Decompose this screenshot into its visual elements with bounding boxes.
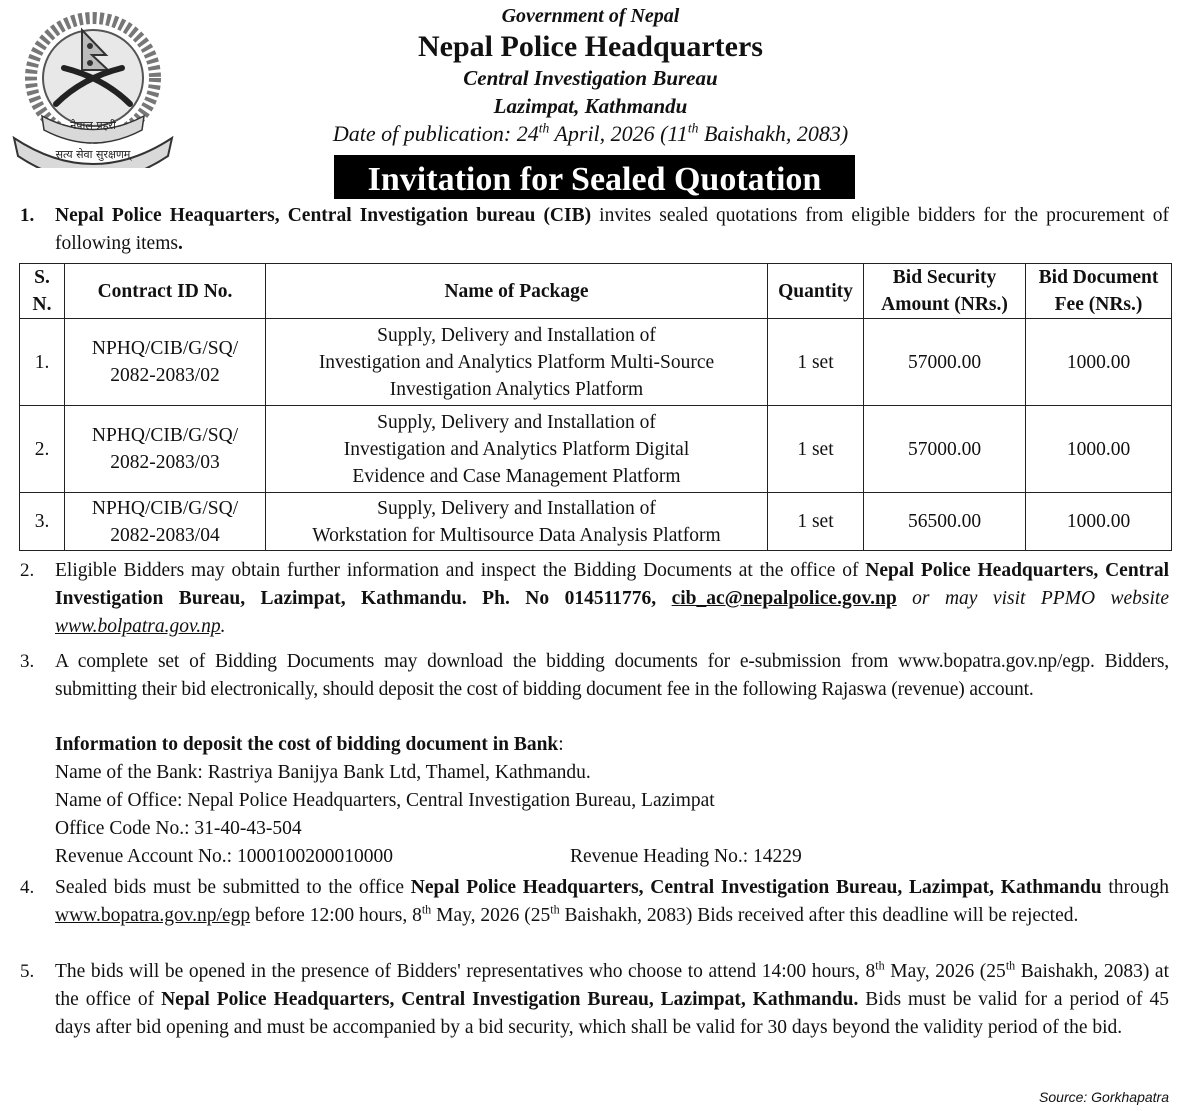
emblem-upper-text: नेपाल प्रहरी bbox=[70, 119, 116, 132]
item-2-bold: Nepal Police Headquarters, Central Investigation Bureau, Lazimpat, Kathmandu. Ph. No 014511776, bbox=[55, 560, 1169, 609]
item-2-body: Eligible Bidders may obtain further information and inspect the Bidding Documents at the office of bbox=[55, 560, 866, 581]
publication-end: Baishakh, 2083) bbox=[698, 121, 849, 146]
title-banner bbox=[334, 155, 855, 199]
ppmo-website-link[interactable]: www.bolpatra.gov.np bbox=[55, 616, 221, 637]
email-link[interactable]: cib_ac@nepalpolice.gov.np bbox=[671, 588, 897, 609]
item-1-body: invites sealed quotations from eligible bidders for the procurement of following items bbox=[55, 205, 1169, 254]
ordinal-suffix: th bbox=[687, 120, 699, 136]
cell-package: Supply, Delivery and Installation of Workstation for Multisource Data Analysis Platform bbox=[266, 493, 768, 551]
item-number: 1. bbox=[20, 205, 35, 226]
table-header-row bbox=[20, 264, 1172, 319]
item-number: 2. bbox=[20, 560, 35, 581]
cell-contract-id: NPHQ/CIB/G/SQ/ 2082-2083/04 bbox=[65, 493, 266, 551]
egp-link[interactable]: www.bopatra.gov.np/egp bbox=[55, 905, 251, 926]
page-title: Invitation for Sealed Quotation bbox=[367, 161, 822, 198]
item-2-italic: or may visit PPMO website bbox=[896, 588, 1169, 609]
cell-bid-security: 56500.00 bbox=[864, 493, 1026, 551]
ordinal-suffix: th bbox=[538, 120, 550, 136]
cell-package: Supply, Delivery and Installation of Investigation and Analytics Platform Multi-Source Investigation Analytics Platform bbox=[266, 319, 768, 406]
cell-contract-id: NPHQ/CIB/G/SQ/ 2082-2083/02 bbox=[65, 319, 266, 406]
government-heading: Government of Nepal bbox=[501, 5, 680, 27]
office-name: Name of Office: Nepal Police Headquarters, Central Investigation Bureau, Lazimpat bbox=[55, 790, 715, 811]
header-package: Name of Package bbox=[266, 264, 768, 319]
item-2-end: . bbox=[220, 616, 226, 637]
emblem-motto-text: सत्य सेवा सुरक्षणम् bbox=[55, 148, 131, 161]
item-1-text bbox=[55, 202, 1169, 258]
cell-sn: 2. bbox=[20, 406, 65, 493]
header-contract-id: Contract ID No. bbox=[65, 264, 266, 319]
bureau-heading: Central Investigation Bureau bbox=[463, 66, 718, 90]
cell-quantity: 1 set bbox=[768, 406, 864, 493]
table-row bbox=[20, 319, 1172, 406]
publication-date bbox=[0, 121, 1181, 147]
header-bid-security: Bid Security Amount (NRs.) bbox=[864, 264, 1026, 319]
cell-document-fee: 1000.00 bbox=[1026, 493, 1172, 551]
item-1-end: . bbox=[177, 233, 183, 254]
cell-document-fee: 1000.00 bbox=[1026, 406, 1172, 493]
revenue-account: Revenue Account No.: 1000100200010000 bbox=[55, 846, 393, 867]
cell-quantity: 1 set bbox=[768, 493, 864, 551]
source-credit: Source: Gorkhapatra bbox=[1039, 1089, 1169, 1105]
cell-sn: 3. bbox=[20, 493, 65, 551]
revenue-heading: Revenue Heading No.: 14229 bbox=[570, 846, 802, 867]
item-number: 4. bbox=[20, 877, 35, 898]
header-sn: S. N. bbox=[20, 264, 65, 319]
bank-info-heading: Information to deposit the cost of bidding document in Bank: bbox=[55, 734, 564, 755]
quotation-table bbox=[19, 263, 1172, 551]
item-5-bold: Nepal Police Headquarters, Central Investigation Bureau, Lazimpat, Kathmandu. bbox=[161, 989, 859, 1010]
header-quantity: Quantity bbox=[768, 264, 864, 319]
item-5-text: The bids will be opened in the presence of Bidders' representatives who choose to attend 14:00 hours, 8th May, 2026 (25th Baishakh, 2083) at the office of Nepal Police Headquarters, Central Investigation Bureau, Lazimpat, Kathmandu. Bids must be valid for a period of 45 days after bid opening and must be accompanied by a bid security, which shall be valid for 30 days beyond the validity period of the bid. bbox=[55, 958, 1169, 1038]
item-4-text: Sealed bids must be submitted to the office Nepal Police Headquarters, Central Investigation Bureau, Lazimpat, Kathmandu through www.bopatra.gov.np/egp before 12:00 hours, 8th May, 2026 (25th Baishakh, 2083) Bids received after this deadline will be rejected. bbox=[55, 877, 1169, 926]
item-1-bold: Nepal Police Heaquarters, Central Investigation bureau (CIB) bbox=[55, 205, 592, 226]
item-4-bold: Nepal Police Headquarters, Central Investigation Bureau, Lazimpat, Kathmandu bbox=[410, 877, 1102, 898]
publication-label: Date of publication: 24 bbox=[332, 121, 539, 146]
item-number: 5. bbox=[20, 961, 35, 982]
cell-quantity: 1 set bbox=[768, 319, 864, 406]
cell-contract-id: NPHQ/CIB/G/SQ/ 2082-2083/03 bbox=[65, 406, 266, 493]
location-heading: Lazimpat, Kathmandu bbox=[493, 94, 688, 118]
cell-bid-security: 57000.00 bbox=[864, 406, 1026, 493]
cell-sn: 1. bbox=[20, 319, 65, 406]
table-row bbox=[20, 493, 1172, 551]
cell-package: Supply, Delivery and Installation of Investigation and Analytics Platform Digital Evidence and Case Management Platform bbox=[266, 406, 768, 493]
bank-name: Name of the Bank: Rastriya Banijya Bank Ltd, Thamel, Kathmandu. bbox=[55, 762, 591, 783]
item-number: 3. bbox=[20, 651, 35, 672]
publication-mid: April, 2026 (11 bbox=[549, 121, 688, 146]
organization-heading: Nepal Police Headquarters bbox=[418, 30, 763, 63]
table-row bbox=[20, 406, 1172, 493]
header-document-fee: Bid Document Fee (NRs.) bbox=[1026, 264, 1172, 319]
cell-bid-security: 57000.00 bbox=[864, 319, 1026, 406]
item-2-text bbox=[55, 557, 1169, 641]
office-code: Office Code No.: 31-40-43-504 bbox=[55, 818, 302, 839]
cell-document-fee: 1000.00 bbox=[1026, 319, 1172, 406]
item-3-text: A complete set of Bidding Documents may download the bidding documents for e-submission from www.bopatra.gov.np/egp. Bidders, submitting their bid electronically, should deposit the cost of bidding document fee in the following Rajaswa (revenue) account. bbox=[55, 651, 1169, 700]
